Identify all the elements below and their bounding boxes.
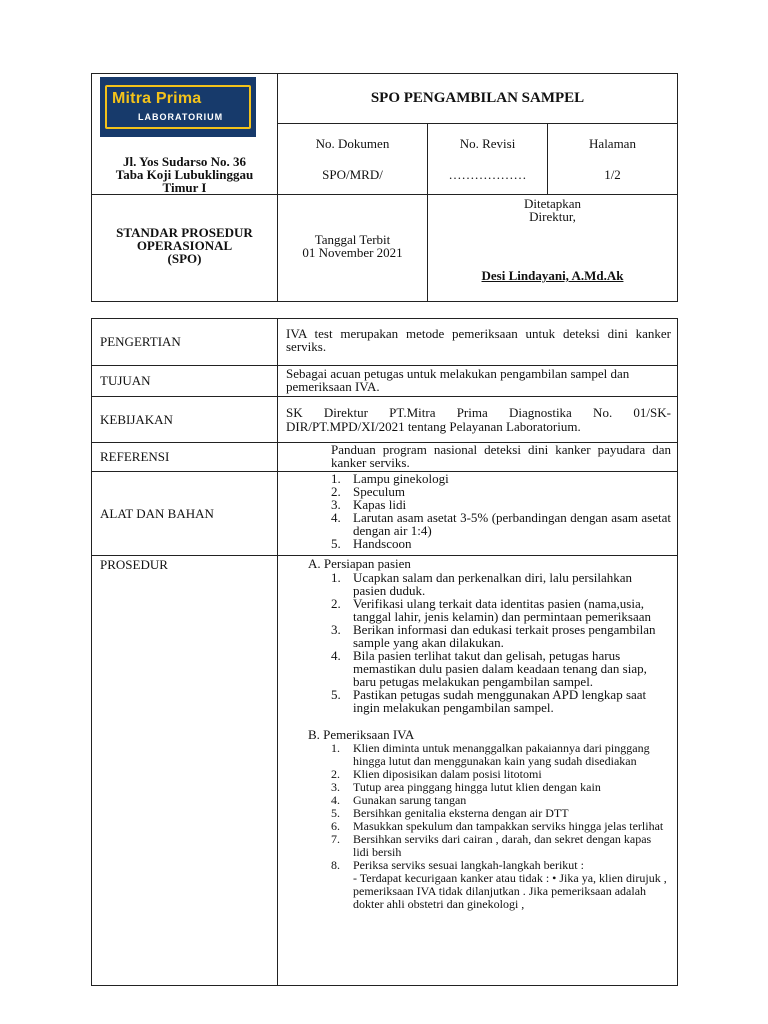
kebijakan-text: SK Direktur PT.Mitra Prima Diagnostika No. 01/SK-DIR/PT.MPD/XI/2021 tentang Pelayanan Laboratorium. — [278, 397, 678, 443]
referensi-label: REFERENSI — [92, 443, 278, 472]
list-item: 3. Berikan informasi dan edukasi terkait proses pengambilan sample yang akan dilakukan. — [331, 622, 656, 650]
pengertian-label: PENGERTIAN — [92, 319, 278, 366]
list-item: 4. Gunakan sarung tangan — [331, 793, 467, 807]
no-dokumen-cell: No. Dokumen SPO/MRD/ — [278, 124, 428, 195]
no-revisi-cell: No. Revisi ……………… — [428, 124, 548, 195]
prosedur-content — [278, 556, 678, 986]
tujuan-text: Sebagai acuan petugas untuk melakukan pengambilan sampel dan pemeriksaan IVA. — [278, 366, 678, 397]
logo-address-cell — [92, 74, 278, 195]
pengertian-text: IVA test merupakan metode pemeriksaan untuk deteksi dini kanker serviks. — [278, 319, 678, 366]
section-a-title: A. Persiapan pasien — [308, 556, 411, 571]
company-logo — [100, 77, 256, 137]
document-title: SPO PENGAMBILAN SAMPEL — [278, 74, 678, 124]
list-item: 2. Speculum — [331, 484, 405, 499]
list-item: 2. Verifikasi ulang terkait data identitas pasien (nama,usia, tanggal lahir, jenis kelamin) dan permintaan pemeriksaan — [331, 596, 652, 624]
company-address: Jl. Yos Sudarso No. 36 Taba Koji Lubuklinggau Timur I — [115, 154, 254, 195]
list-item: 5. Bersihkan genitalia eksterna dengan air DTT — [331, 806, 569, 820]
logo-title: Mitra Prima — [112, 90, 202, 107]
list-item: 1. Lampu ginekologi — [331, 471, 449, 486]
header-table — [91, 73, 678, 302]
list-item: 4. Bila pasien terlihat takut dan gelisah, petugas harus memastikan dulu pasien dalam keadaan tenang dan siap, baru petugas melakukan pengambilan sampel. — [331, 648, 647, 689]
section-b-list — [308, 742, 667, 911]
content-table — [91, 318, 678, 986]
list-item: 7. Bersihkan serviks dari cairan , darah, dan sekret dengan kapas lidi bersih — [331, 832, 652, 859]
tujuan-label: TUJUAN — [92, 366, 278, 397]
list-item: 3. Tutup area pinggang hingga lutut klien dengan kain — [331, 780, 601, 794]
alat-bahan-list — [278, 472, 678, 556]
list-item: 1. Ucapkan salam dan perkenalkan diri, lalu persilahkan pasien duduk. — [331, 570, 633, 598]
list-item: 4. Larutan asam asetat 3-5% (perbandingan dengan asam asetat dengan air 1:4) — [331, 510, 671, 538]
list-item: 3. Kapas lidi — [331, 497, 407, 512]
kebijakan-label: KEBIJAKAN — [92, 397, 278, 443]
tanggal-terbit-cell: Tanggal Terbit 01 November 2021 — [278, 195, 428, 302]
prosedur-label: PROSEDUR — [92, 556, 278, 986]
halaman-cell: Halaman 1/2 — [548, 124, 678, 195]
list-item: 1. Klien diminta untuk menanggalkan pakaiannya dari pinggang hingga lutut dan menggunakan kain yang sudah disediakan — [331, 741, 650, 768]
alat-bahan-label: ALAT DAN BAHAN — [92, 472, 278, 556]
list-item: 6. Masukkan spekulum dan tampakkan serviks hingga jelas terlihat — [331, 819, 664, 833]
section-b-title: B. Pemeriksaan IVA — [308, 727, 415, 742]
ditetapkan-cell: Ditetapkan Direktur, Desi Lindayani, A.Md.Ak — [428, 195, 678, 302]
list-item: 2. Klien diposisikan dalam posisi litotomi — [331, 767, 542, 781]
spo-document — [91, 73, 677, 1024]
signatory-name: Desi Lindayani, A.Md.Ak — [481, 268, 624, 283]
list-item-detail: - Terdapat kecurigaan kanker atau tidak : • Jika ya, klien dirujuk , pemeriksaan IVA tidak dilanjutkan . Jika pemeriksaan adalah dokter ahli obstetri dan ginekologi , — [353, 871, 667, 911]
referensi-text: Panduan program nasional deteksi dini kanker payudara dan kanker serviks. — [278, 443, 678, 472]
list-item: 5. Pastikan petugas sudah menggunakan APD lengkap saat ingin melakukan pengambilan sampel. — [331, 687, 647, 715]
list-item: 5. Handscoon — [331, 536, 412, 551]
list-item: 8. Periksa serviks sesuai langkah-langkah berikut : - Terdapat kecurigaan kanker atau tidak : • Jika ya, klien dirujuk , pemeriksaan IVA tidak dilanjutkan . Jika pemeriksaan adalah dokter ahli obstetri dan ginekologi , — [331, 858, 667, 911]
logo-subtitle: LABORATORIUM — [138, 112, 224, 122]
section-a-list — [308, 571, 667, 714]
spo-type-cell: STANDAR PROSEDUR OPERASIONAL (SPO) — [92, 195, 278, 302]
